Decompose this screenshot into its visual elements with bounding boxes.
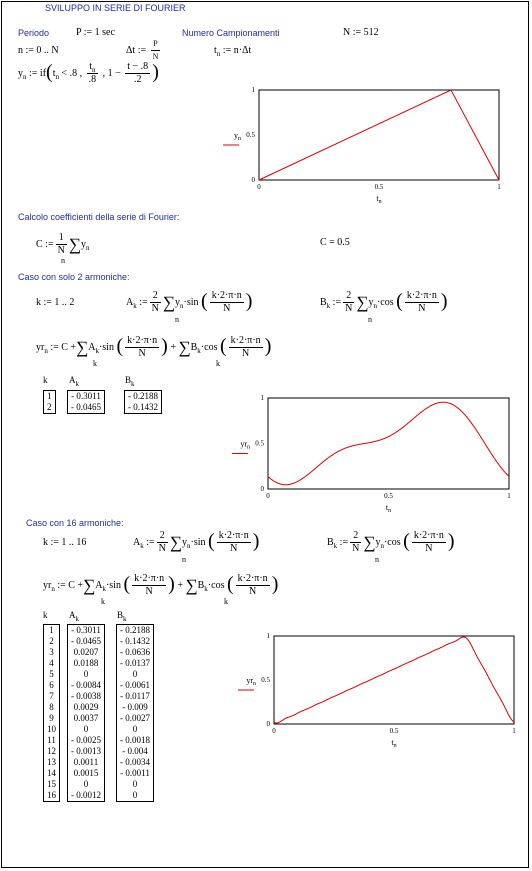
a-coef-cell: - 0.0465 <box>68 636 105 647</box>
h16-col-k: k <box>43 610 48 620</box>
y-axis-label: $yr_n$ <box>240 439 250 451</box>
h2-k-range[interactable]: k := 1 .. 2 <box>36 297 75 308</box>
k-cell: 1 <box>44 391 56 403</box>
y-tick-label: 1 <box>266 632 270 640</box>
k-cell: 4 <box>44 658 60 669</box>
y-tick-label: 0 <box>260 485 264 493</box>
h2-section-title: Caso con solo 2 armoniche: <box>18 272 130 282</box>
k-cell: 14 <box>44 768 60 779</box>
a-coef-cell: 0 <box>68 779 105 790</box>
k-cell: 6 <box>44 680 60 691</box>
y-axis-label: $y_n$ <box>234 131 241 142</box>
b-coef-cell: - 0.0117 <box>117 691 154 702</box>
b-coef-cell: - 0.0137 <box>117 658 154 669</box>
x-axis-label: $t_n$ <box>376 194 382 205</box>
y-definition[interactable]: $y_n$ := $if(t_n < .8$ , $\frac{t_n}{.8}$ , 1 − $\frac{t - .8}{.2}$ ) <box>18 60 159 85</box>
h16-b-table <box>116 624 154 802</box>
a-coef-cell: 0.0188 <box>68 658 105 669</box>
x-tick-label: 0.5 <box>384 492 393 500</box>
h2-b-definition[interactable]: $B_k$ := $\frac{2}{N}$ $\sum y_n\cdot\cos$ ( $\frac{k\cdot 2\cdot\pi\cdot n}{N}$ ) <box>320 289 448 314</box>
a-coef-cell: 0.0207 <box>68 647 105 658</box>
a-coef-cell: 0 <box>68 669 105 680</box>
plot-original-signal <box>218 82 518 212</box>
sum-index-n: n <box>61 256 65 265</box>
h2-b-table <box>124 390 162 414</box>
h16-b-definition[interactable]: $B_k$ := $\frac{2}{N}$ $\sum y_n\cdot\cos$ ( $\frac{k\cdot 2\cdot\pi\cdot n}{N}$ ) <box>327 529 455 554</box>
k-cell: 11 <box>44 735 60 746</box>
k-cell: 5 <box>44 669 60 680</box>
k-cell: 12 <box>44 746 60 757</box>
b-coef-cell: - 0.0034 <box>117 757 154 768</box>
h2-a-definition[interactable]: $A_k$ := $\frac{2}{N}$ $\sum y_n\cdot\sin$ ( $\frac{k\cdot 2\cdot\pi\cdot n}{N}$ ) <box>126 289 253 314</box>
h2-a-table <box>67 390 105 414</box>
b-coef-cell: - 0.1432 <box>117 636 154 647</box>
y-tick-label: 0 <box>251 176 255 184</box>
b-coef-cell: - 0.0636 <box>117 647 154 658</box>
a-coef-cell: - 0.0012 <box>68 790 105 802</box>
plot-16-harmonics <box>231 626 521 756</box>
k-cell: 3 <box>44 647 60 658</box>
a-coef-cell: - 0.3011 <box>68 625 105 637</box>
sum-index-k: k <box>216 359 220 368</box>
sum-index-k: k <box>224 597 228 606</box>
x-tick-label: 0.5 <box>389 727 399 735</box>
periodo-label: Periodo <box>18 28 50 38</box>
a-coef-cell: - 0.0465 <box>68 402 105 414</box>
page-title: SVILUPPO IN SERIE DI FOURIER <box>45 3 186 13</box>
c-value: C = 0.5 <box>320 237 350 248</box>
a-coef-cell: 0.0037 <box>68 713 105 724</box>
k-cell: 9 <box>44 713 60 724</box>
plot-frame <box>268 398 509 489</box>
calc-section-title: Calcolo coefficienti della serie di Fourier: <box>18 212 180 222</box>
b-coef-cell: - 0.009 <box>117 702 154 713</box>
b-coef-cell: 0 <box>117 779 154 790</box>
n-definition[interactable]: N := 512 <box>343 27 379 38</box>
h16-section-title: Caso con 16 armoniche: <box>26 518 124 528</box>
k-cell: 16 <box>44 790 60 802</box>
a-coef-cell: - 0.3011 <box>68 391 105 403</box>
sum-index-n: n <box>368 315 372 324</box>
series-line <box>274 637 514 723</box>
b-coef-cell: - 0.0018 <box>117 735 154 746</box>
a-coef-cell: 0.0011 <box>68 757 105 768</box>
plot-2-harmonics <box>222 386 522 516</box>
sum-index-n: n <box>175 315 179 324</box>
x-axis-label: $t_n$ <box>391 738 397 749</box>
h16-col-a: $A_k$ <box>69 610 79 623</box>
sum-index-n: n <box>375 555 379 564</box>
h16-k-range[interactable]: k := 1 .. 16 <box>43 537 87 548</box>
y-tick-label: 0.5 <box>255 439 264 448</box>
a-coef-cell: - 0.0038 <box>68 691 105 702</box>
h16-k-table <box>43 624 60 802</box>
b-coef-cell: - 0.0061 <box>117 680 154 691</box>
b-coef-cell: - 0.0027 <box>117 713 154 724</box>
k-cell: 13 <box>44 757 60 768</box>
y-tick-label: 0 <box>266 720 270 728</box>
sum-index-n: n <box>182 555 186 564</box>
a-coef-cell: - 0.0025 <box>68 735 105 746</box>
a-coef-cell: 0.0015 <box>68 768 105 779</box>
h16-a-definition[interactable]: $A_k$ := $\frac{2}{N}$ $\sum y_n\cdot\sin$ ( $\frac{k\cdot 2\cdot\pi\cdot n}{N}$ ) <box>133 529 260 554</box>
h2-col-k: k <box>43 375 48 385</box>
x-tick-label: 0 <box>272 727 276 735</box>
b-coef-cell: - 0.004 <box>117 746 154 757</box>
y-tick-label: 0.5 <box>246 131 255 139</box>
h2-yr-definition[interactable]: $yr_n$ := $C +\sum A_k\cdot\sin$ ( $\frac{k\cdot 2\cdot\pi\cdot n}{N}$ ) + $\sum B_k\cdot\cos$ ( $\frac{k\cdot 2\cdot\pi\cdot n}{N}$ ) <box>36 334 272 359</box>
n-range-definition[interactable]: n := 0 .. N <box>18 45 59 56</box>
numero-campionamenti-label: Numero Campionamenti <box>182 28 280 38</box>
sum-index-k: k <box>93 359 97 368</box>
k-cell: 1 <box>44 625 60 637</box>
a-coef-cell: - 0.0084 <box>68 680 105 691</box>
series-line <box>268 402 509 485</box>
h16-a-table <box>67 624 105 802</box>
h2-k-table <box>43 390 56 414</box>
series-line <box>259 90 499 180</box>
y-axis-label: $yr_n$ <box>246 676 256 687</box>
b-coef-cell: - 0.2188 <box>117 625 154 637</box>
b-coef-cell: - 0.0011 <box>117 768 154 779</box>
x-tick-label: 1 <box>497 183 501 191</box>
b-coef-cell: - 0.1432 <box>125 402 162 414</box>
a-coef-cell: - 0.0013 <box>68 746 105 757</box>
h2-col-a: $A_k$ <box>69 375 79 388</box>
h2-col-b: $B_k$ <box>125 375 135 388</box>
h16-col-b: $B_k$ <box>117 610 127 623</box>
x-tick-label: 1 <box>507 492 511 500</box>
plot-frame <box>274 636 514 724</box>
p-definition[interactable]: P := 1 sec <box>76 27 115 38</box>
a-coef-cell: 0 <box>68 724 105 735</box>
x-axis-label: $t_n$ <box>385 503 392 514</box>
y-tick-label: 1 <box>251 86 255 94</box>
k-cell: 2 <box>44 402 56 414</box>
sum-index-k: k <box>101 597 105 606</box>
c-definition[interactable]: C := $\frac{1}{N}$ $\sum y_n$ <box>36 232 90 256</box>
y-tick-label: 0.5 <box>261 676 270 684</box>
k-cell: 2 <box>44 636 60 647</box>
b-coef-cell: - 0.2188 <box>125 391 162 403</box>
b-coef-cell: 0 <box>117 669 154 680</box>
x-tick-label: 0 <box>266 492 270 500</box>
dt-definition[interactable]: Δt := $\frac{P}{N}$ <box>126 39 159 61</box>
b-coef-cell: 0 <box>117 790 154 802</box>
x-tick-label: 0.5 <box>374 183 384 191</box>
k-cell: 15 <box>44 779 60 790</box>
y-tick-label: 1 <box>260 394 264 402</box>
h16-yr-definition[interactable]: $yr_n$ := $C +\sum A_k\cdot\sin$ ( $\frac{k\cdot 2\cdot\pi\cdot n}{N}$ ) + $\sum B_k\cdot\cos$ ( $\frac{k\cdot 2\cdot\pi\cdot n}{N}$ ) <box>43 572 279 597</box>
x-tick-label: 0 <box>257 183 261 191</box>
k-cell: 8 <box>44 702 60 713</box>
x-tick-label: 1 <box>512 727 516 735</box>
k-cell: 7 <box>44 691 60 702</box>
plot-frame <box>259 90 499 180</box>
tn-definition[interactable]: $t_n$ := n·Δt <box>214 45 252 58</box>
a-coef-cell: 0.0029 <box>68 702 105 713</box>
b-coef-cell: 0 <box>117 724 154 735</box>
k-cell: 10 <box>44 724 60 735</box>
